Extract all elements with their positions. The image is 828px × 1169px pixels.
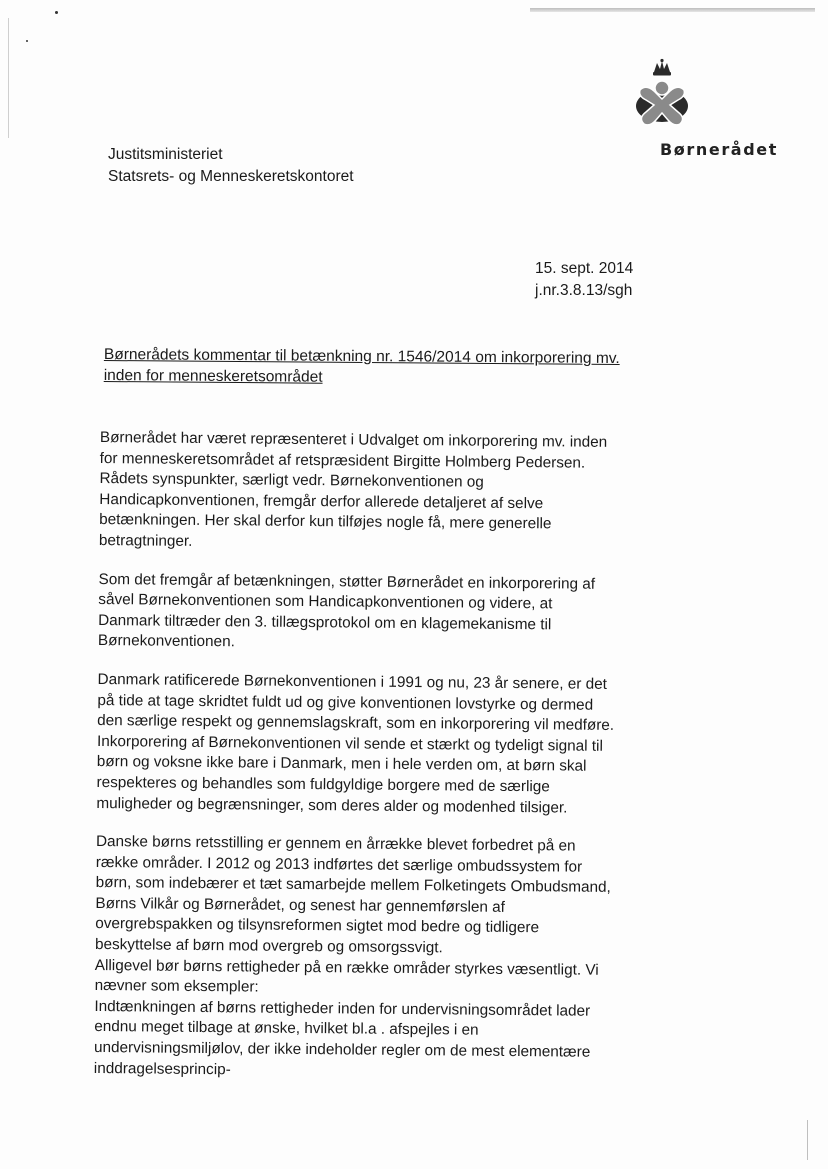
org-name: Børnerådet (660, 140, 778, 159)
letter-date: 15. sept. 2014 (535, 260, 634, 277)
scan-edge-top (530, 8, 815, 12)
subject-line: Børnerådets kommentar til betænkning nr. 1546/2014 om inkorporering mv. (103, 345, 620, 368)
subject-heading (104, 344, 664, 390)
subject-line: inden for menneskeretsområdet (103, 366, 323, 386)
crown-icon (653, 59, 671, 76)
letter-meta (535, 258, 633, 302)
scan-speck (55, 11, 58, 14)
body-paragraph: Børnerådet har været repræsenteret i Udvalget om inkorporering mv. inden for menneskeretsområdet af retspræsident Birgitte Holmberg Pedersen. Rådets synspunkter, særligt vedr. Børnekonventionen og Handicapkonventionen, fremgår derfor allerede detaljeret af selve betænkningen. Her skal derfor kun tilføjes nogle få, mere generelle betragtninger. (98, 428, 608, 550)
body-paragraph: Alligevel bør børns rettigheder på en række områder styrkes væsentligt. Vi nævner som eksempler: (94, 956, 599, 996)
journal-number: j.nr.3.8.13/sgh (535, 282, 633, 299)
recipient-ministry: Justitsministeriet (108, 146, 223, 163)
body-paragraph: Indtænkningen af børns rettigheder inden for undervisningsområdet lader endnu meget tilbage at ønske, hvilket bl.a . afspejles i en undervisningsmiljølov, der ikke indeholder regler om de mest elementære inddragelsesprincip- (93, 997, 591, 1078)
scan-edge-right (807, 1120, 808, 1160)
letter-body (94, 428, 618, 1084)
body-paragraph: Danmark ratificerede Børnekonventionen i 1991 og nu, 23 år senere, er det på tide at tage skridtet fuldt ud og give konventionen lovstyrke og dermed den særlige respekt og gennemslagskraft, som en inkorporering vil medføre. Inkorporering af Børnekonventionen vil sende et stærkt og tydeligt signal til børn og voksne ikke bare i Danmark, men i hele verden om, at børn skal respekteres og behandles som fuldgyldige borgere med de særlige muligheder og begrænsninger, som deres alder og modenhed tilsiger. (96, 670, 615, 817)
scan-edge-left (8, 18, 9, 138)
body-paragraph: Som det fremgår af betænkningen, støtter Børnerådet en inkorporering af såvel Børnekonventionen som Handicapkonventionen og videre, at Danmark tiltræder den 3. tillægsprotokol om en klagemekanisme til Børnekonventionen. (97, 570, 596, 651)
body-paragraph: Danske børns retsstilling er gennem en årrække blevet forbedret på en række områder. I 2012 og 2013 indførtes det særlige ombudssystem for børn, som indebærer et tæt samarbejde mellem Folketingets Ombudsmand, Børns Vilkår og Børnerådet, og senest har gennemførslen af overgrebspakken og tilsynsreformen sigtet mod bedre og tidligere beskyttelse af børn mod overgreb og omsorgssvigt. (94, 833, 611, 957)
recipient-block (108, 144, 354, 188)
borneraadet-logo-icon (630, 58, 694, 130)
scan-speck (26, 40, 28, 42)
recipient-office: Statsrets- og Menneskeretskontoret (108, 168, 354, 185)
